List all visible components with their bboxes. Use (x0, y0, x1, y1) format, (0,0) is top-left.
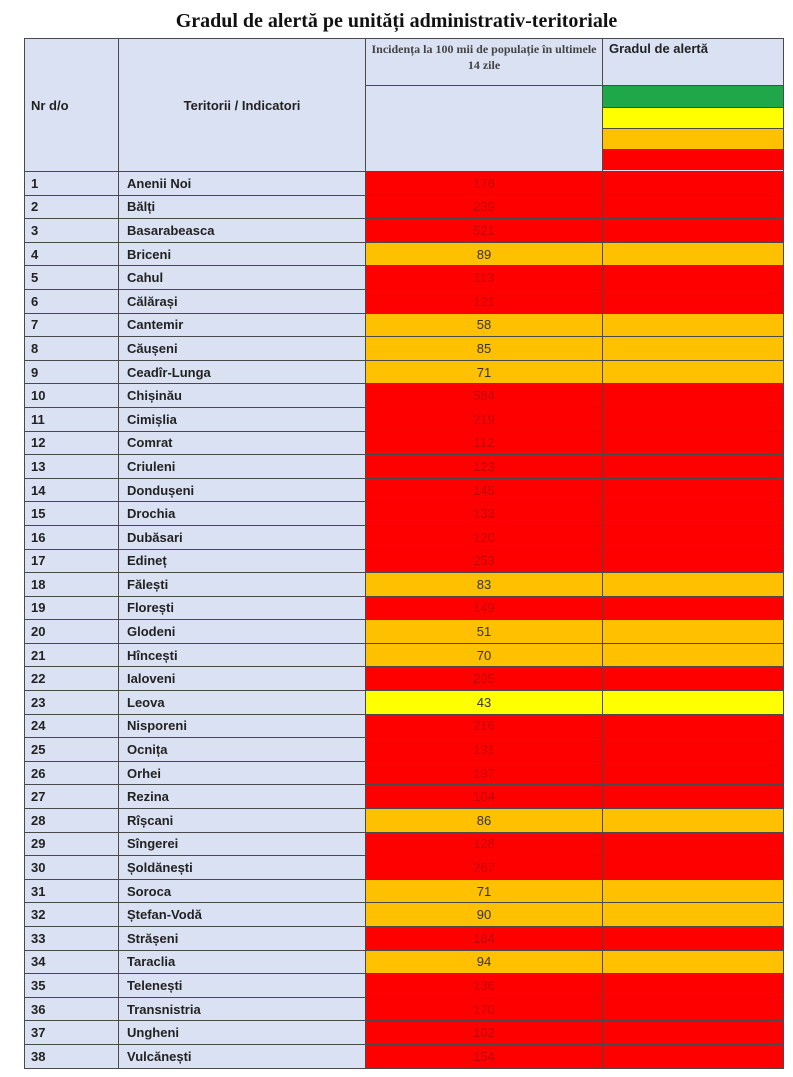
table-body (25, 172, 784, 1069)
legend-swatch-green (603, 86, 783, 108)
table-row (25, 407, 784, 431)
row-territory: Ștefan-Vodă (119, 903, 366, 927)
row-alert-level (603, 431, 784, 455)
row-territory: Glodeni (119, 620, 366, 644)
row-alert-level (603, 313, 784, 337)
row-number: 18 (25, 573, 119, 597)
row-alert-level (603, 785, 784, 809)
row-number: 7 (25, 313, 119, 337)
row-alert-level (603, 242, 784, 266)
table-row (25, 573, 784, 597)
table-row (25, 879, 784, 903)
row-territory: Căușeni (119, 337, 366, 361)
table-row (25, 997, 784, 1021)
table-row (25, 525, 784, 549)
row-territory: Cantemir (119, 313, 366, 337)
row-territory: Orhei (119, 761, 366, 785)
header-territory: Teritorii / Indicatori (119, 39, 366, 172)
row-territory: Basarabeasca (119, 219, 366, 243)
row-alert-level (603, 879, 784, 903)
row-number: 8 (25, 337, 119, 361)
row-number: 36 (25, 997, 119, 1021)
row-number: 34 (25, 950, 119, 974)
header-incidence-blank (366, 86, 603, 172)
row-alert-level (603, 974, 784, 998)
table-row (25, 596, 784, 620)
row-incidence: 253 (366, 549, 603, 573)
row-territory: Vulcănești (119, 1044, 366, 1068)
row-alert-level (603, 596, 784, 620)
table-row (25, 620, 784, 644)
row-incidence: 43 (366, 691, 603, 715)
row-number: 4 (25, 242, 119, 266)
row-number: 11 (25, 407, 119, 431)
row-alert-level (603, 384, 784, 408)
alert-legend (603, 86, 784, 172)
row-alert-level (603, 927, 784, 951)
table-row (25, 1044, 784, 1068)
table-row (25, 384, 784, 408)
row-incidence: 131 (366, 738, 603, 762)
row-incidence: 89 (366, 242, 603, 266)
table-row (25, 266, 784, 290)
row-territory: Bălți (119, 195, 366, 219)
row-incidence: 113 (366, 266, 603, 290)
row-number: 23 (25, 691, 119, 715)
row-territory: Comrat (119, 431, 366, 455)
row-incidence: 104 (366, 785, 603, 809)
row-incidence: 584 (366, 384, 603, 408)
legend-swatch-red (603, 150, 783, 170)
table-row (25, 761, 784, 785)
row-incidence: 219 (366, 407, 603, 431)
row-alert-level (603, 573, 784, 597)
table-row (25, 903, 784, 927)
row-alert-level (603, 502, 784, 526)
row-incidence: 133 (366, 502, 603, 526)
row-alert-level (603, 667, 784, 691)
row-incidence: 170 (366, 997, 603, 1021)
row-number: 30 (25, 856, 119, 880)
row-alert-level (603, 360, 784, 384)
row-territory: Ceadîr-Lunga (119, 360, 366, 384)
table-row (25, 455, 784, 479)
row-number: 32 (25, 903, 119, 927)
row-number: 12 (25, 431, 119, 455)
row-alert-level (603, 856, 784, 880)
row-territory: Dondușeni (119, 478, 366, 502)
row-alert-level (603, 809, 784, 833)
row-incidence: 145 (366, 478, 603, 502)
row-number: 25 (25, 738, 119, 762)
row-territory: Sîngerei (119, 832, 366, 856)
row-incidence: 94 (366, 950, 603, 974)
row-alert-level (603, 219, 784, 243)
table-row (25, 738, 784, 762)
header-alert: Gradul de alertă (603, 39, 784, 86)
table-row (25, 950, 784, 974)
row-incidence: 58 (366, 313, 603, 337)
row-territory: Strășeni (119, 927, 366, 951)
row-alert-level (603, 738, 784, 762)
table-row (25, 974, 784, 998)
row-territory: Briceni (119, 242, 366, 266)
row-number: 6 (25, 289, 119, 313)
row-alert-level (603, 832, 784, 856)
row-alert-level (603, 903, 784, 927)
row-territory: Criuleni (119, 455, 366, 479)
table-row (25, 809, 784, 833)
table-row (25, 313, 784, 337)
table-row (25, 1021, 784, 1045)
table-row (25, 431, 784, 455)
row-alert-level (603, 997, 784, 1021)
row-number: 27 (25, 785, 119, 809)
table-row (25, 856, 784, 880)
row-incidence: 71 (366, 879, 603, 903)
row-number: 13 (25, 455, 119, 479)
row-territory: Florești (119, 596, 366, 620)
row-number: 3 (25, 219, 119, 243)
row-number: 9 (25, 360, 119, 384)
row-number: 1 (25, 172, 119, 196)
row-alert-level (603, 643, 784, 667)
row-incidence: 128 (366, 832, 603, 856)
table-row (25, 478, 784, 502)
row-number: 31 (25, 879, 119, 903)
table-header (25, 39, 784, 172)
table-row (25, 549, 784, 573)
table-row (25, 360, 784, 384)
row-number: 17 (25, 549, 119, 573)
row-incidence: 295 (366, 667, 603, 691)
table-row (25, 832, 784, 856)
row-incidence: 121 (366, 289, 603, 313)
row-incidence: 86 (366, 809, 603, 833)
row-territory: Șoldănești (119, 856, 366, 880)
row-alert-level (603, 478, 784, 502)
row-territory: Rîșcani (119, 809, 366, 833)
row-territory: Dubăsari (119, 525, 366, 549)
row-alert-level (603, 549, 784, 573)
row-territory: Edineț (119, 549, 366, 573)
row-territory: Taraclia (119, 950, 366, 974)
row-number: 2 (25, 195, 119, 219)
row-territory: Soroca (119, 879, 366, 903)
row-number: 15 (25, 502, 119, 526)
row-incidence: 521 (366, 219, 603, 243)
row-number: 14 (25, 478, 119, 502)
row-incidence: 267 (366, 856, 603, 880)
table-row (25, 927, 784, 951)
row-incidence: 70 (366, 643, 603, 667)
row-alert-level (603, 525, 784, 549)
table-row (25, 289, 784, 313)
row-number: 20 (25, 620, 119, 644)
row-territory: Fălești (119, 573, 366, 597)
row-alert-level (603, 1021, 784, 1045)
row-incidence: 216 (366, 714, 603, 738)
row-incidence: 102 (366, 1021, 603, 1045)
row-number: 21 (25, 643, 119, 667)
row-territory: Cahul (119, 266, 366, 290)
row-territory: Chișinău (119, 384, 366, 408)
alert-table (24, 38, 784, 1069)
table-row (25, 691, 784, 715)
row-incidence: 51 (366, 620, 603, 644)
row-incidence: 85 (366, 337, 603, 361)
row-incidence: 83 (366, 573, 603, 597)
row-alert-level (603, 337, 784, 361)
row-territory: Ialoveni (119, 667, 366, 691)
row-incidence: 136 (366, 974, 603, 998)
table-row (25, 785, 784, 809)
row-number: 19 (25, 596, 119, 620)
legend-swatch-yellow (603, 108, 783, 129)
row-incidence: 90 (366, 903, 603, 927)
row-alert-level (603, 1044, 784, 1068)
row-number: 22 (25, 667, 119, 691)
header-incidence: Incidența la 100 mii de populație în ultimele 14 zile (366, 39, 603, 86)
row-territory: Rezina (119, 785, 366, 809)
row-territory: Ungheni (119, 1021, 366, 1045)
row-incidence: 123 (366, 455, 603, 479)
row-number: 28 (25, 809, 119, 833)
row-incidence: 137 (366, 761, 603, 785)
row-number: 16 (25, 525, 119, 549)
row-number: 10 (25, 384, 119, 408)
legend-swatch-orange (603, 129, 783, 150)
row-territory: Transnistria (119, 997, 366, 1021)
table-row (25, 667, 784, 691)
row-territory: Telenești (119, 974, 366, 998)
row-territory: Cimișlia (119, 407, 366, 431)
row-territory: Ocnița (119, 738, 366, 762)
row-alert-level (603, 195, 784, 219)
row-incidence: 154 (366, 1044, 603, 1068)
page-title: Gradul de alertă pe unități administrativ-teritoriale (175, 10, 618, 32)
row-alert-level (603, 761, 784, 785)
table-row (25, 172, 784, 196)
row-territory: Nisporeni (119, 714, 366, 738)
row-territory: Anenii Noi (119, 172, 366, 196)
row-territory: Drochia (119, 502, 366, 526)
row-alert-level (603, 407, 784, 431)
table-row (25, 714, 784, 738)
row-number: 29 (25, 832, 119, 856)
row-incidence: 71 (366, 360, 603, 384)
row-territory: Leova (119, 691, 366, 715)
row-alert-level (603, 172, 784, 196)
table-row (25, 242, 784, 266)
table-row (25, 195, 784, 219)
row-incidence: 239 (366, 195, 603, 219)
row-alert-level (603, 950, 784, 974)
row-number: 35 (25, 974, 119, 998)
row-number: 38 (25, 1044, 119, 1068)
row-incidence: 120 (366, 525, 603, 549)
row-alert-level (603, 691, 784, 715)
row-territory: Călărași (119, 289, 366, 313)
header-nr: Nr d/o (25, 39, 119, 172)
table-row (25, 337, 784, 361)
row-alert-level (603, 455, 784, 479)
row-number: 5 (25, 266, 119, 290)
table-row (25, 502, 784, 526)
row-number: 37 (25, 1021, 119, 1045)
row-number: 26 (25, 761, 119, 785)
row-incidence: 112 (366, 431, 603, 455)
table-row (25, 643, 784, 667)
row-alert-level (603, 714, 784, 738)
row-territory: Hîncești (119, 643, 366, 667)
row-alert-level (603, 620, 784, 644)
row-alert-level (603, 266, 784, 290)
table-row (25, 219, 784, 243)
row-incidence: 149 (366, 596, 603, 620)
row-number: 24 (25, 714, 119, 738)
row-number: 33 (25, 927, 119, 951)
row-incidence: 164 (366, 927, 603, 951)
row-incidence: 176 (366, 172, 603, 196)
row-alert-level (603, 289, 784, 313)
